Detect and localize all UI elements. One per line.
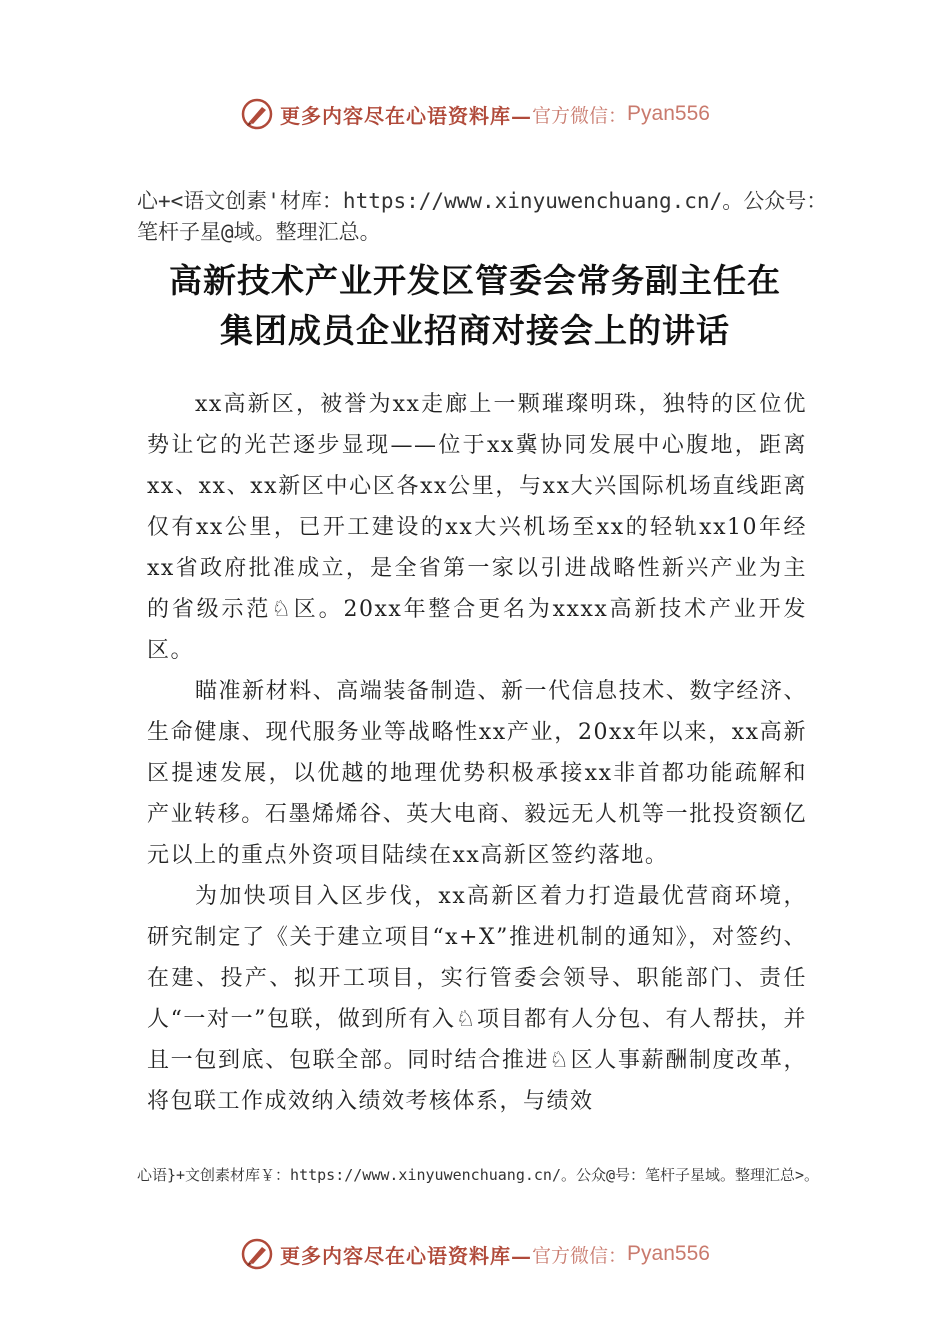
pen-nib-logo-icon xyxy=(240,97,274,131)
title-line-2: 集团成员企业招商对接会上的讲话 xyxy=(220,311,730,350)
document-body xyxy=(147,384,807,1122)
top-watermark-banner xyxy=(0,92,950,136)
banner-text: 更多内容尽在心语资料库— xyxy=(280,103,533,128)
bottom-watermark-banner xyxy=(0,1232,950,1276)
paragraph-1: xx高新区，被誉为xx走廊上一颗璀璨明珠，独特的区位优势让它的光芒逐步显现——位于xx冀协同发展中心腹地，距离xx、xx、xx新区中心区各xx公里，与xx大兴国际机场直线距离仅有xx公里，已开工建设的xx大兴机场至xx的轻轨xx10年经xx省政府批准成立，是全省第一家以引进战略性新兴产业为主的省级示范♘区。20xx年整合更名为xxxx高新技术产业开发区。 xyxy=(147,392,807,663)
document-title xyxy=(0,256,950,356)
paragraph-3: 为加快项目入区步伐，xx高新区着力打造最优营商环境，研究制定了《关于建立项目“x+X”推进机制的通知》，对签约、在建、投产、拟开工项目，实行管委会领导、职能部门、责任人“一对一”包联，做到所有入♘项目都有人分包、有人帮扶，并且一包到底、包联全部。同时结合推进♘区人事薪酬制度改革，将包联工作成效纳入绩效考核体系，与绩效 xyxy=(147,884,807,1114)
pen-nib-logo-icon xyxy=(240,1237,274,1271)
banner-wechat-id: Pyan556 xyxy=(627,1242,710,1265)
banner-text: 更多内容尽在心语资料库— xyxy=(280,1243,533,1268)
footer-source-note: 心语}+文创素材库￥：https://www.xinyuwenchuang.cn/。公众@号：笔杆子星域。整理汇总>。 xyxy=(137,1166,820,1184)
banner-wechat-label: 官方微信： xyxy=(532,104,628,127)
banner-wechat-label: 官方微信： xyxy=(532,1244,628,1267)
header-source-note: 心+<语文创素'材库：https://www.xinyuwenchuang.cn/。公众号：笔杆子星@域。整理汇总。 xyxy=(137,189,828,244)
paragraph-2: 瞄准新材料、高端装备制造、新一代信息技术、数字经济、生命健康、现代服务业等战略性xx产业，20xx年以来，xx高新区提速发展，以优越的地理优势积极承接xx非首都功能疏解和产业转移。石墨烯烯谷、英大电商、毅远无人机等一批投资额亿元以上的重点外资项目陆续在xx高新区签约落地。 xyxy=(147,679,807,868)
banner-wechat-id: Pyan556 xyxy=(627,102,710,125)
title-line-1: 高新技术产业开发区管委会常务副主任在 xyxy=(169,261,781,300)
